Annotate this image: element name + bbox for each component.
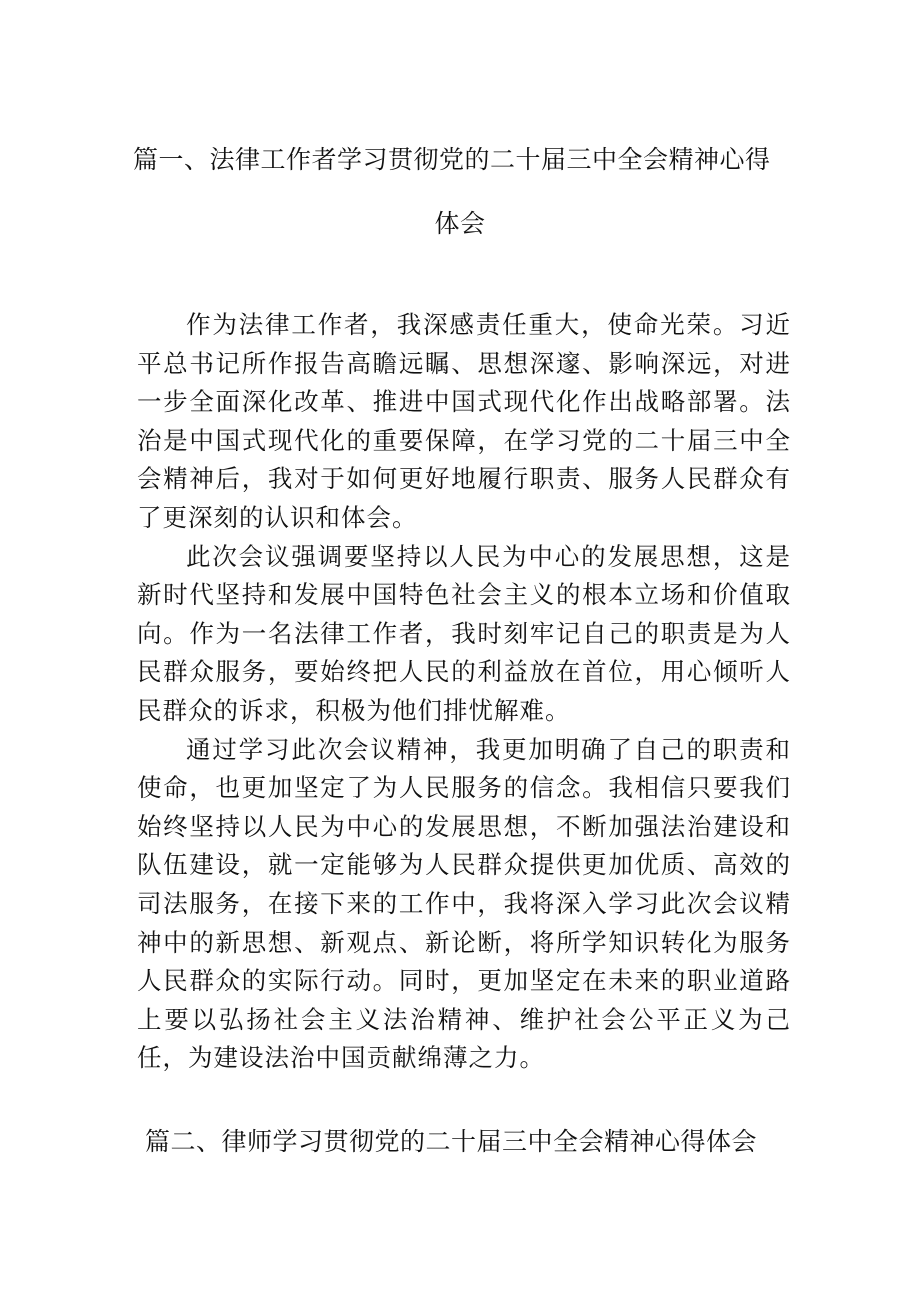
paragraph: 作为法律工作者，我深感责任重大，使命光荣。习近平总书记所作报告高瞻远瞩、思想深邃、影响深远，对进一步全面深化改革、推进中国式现代化作出战略部署。法治是中国式现代化的重要保障，在学习党的二十届三中全会精神后，我对于如何更好地履行职责、服务人民群众有了更深刻的认识和体会。 <box>137 310 791 532</box>
paragraph: 此次会议强调要坚持以人民为中心的发展思想，这是新时代坚持和发展中国特色社会主义的根本立场和价值取向。作为一名法律工作者，我时刻牢记自己的职责是为人民群众服务，要始终把人民的利益放在首位，用心倾听人民群众的诉求，积极为他们排忧解难。 <box>137 541 791 725</box>
section1-body <box>137 306 791 1078</box>
section2-title: 篇二、律师学习贯彻党的二十届三中全会精神心得体会 <box>145 1127 758 1156</box>
section1-title-line2: 体会 <box>434 209 486 238</box>
section1-title-line1: 篇一、法律工作者学习贯彻党的二十届三中全会精神心得 <box>133 145 771 174</box>
paragraph: 通过学习此次会议精神，我更加明确了自己的职责和使命，也更加坚定了为人民服务的信念。我相信只要我们始终坚持以人民为中心的发展思想，不断加强法治建设和队伍建设，就一定能够为人民群众提供更加优质、高效的司法服务，在接下来的工作中，我将深入学习此次会议精神中的新思想、新观点、新论断，将所学知识转化为服务人民群众的实际行动。同时，更加坚定在未来的职业道路上要以弘扬社会主义法治精神、维护社会公平正义为己任，为建设法治中国贡献绵薄之力。 <box>137 734 791 1073</box>
